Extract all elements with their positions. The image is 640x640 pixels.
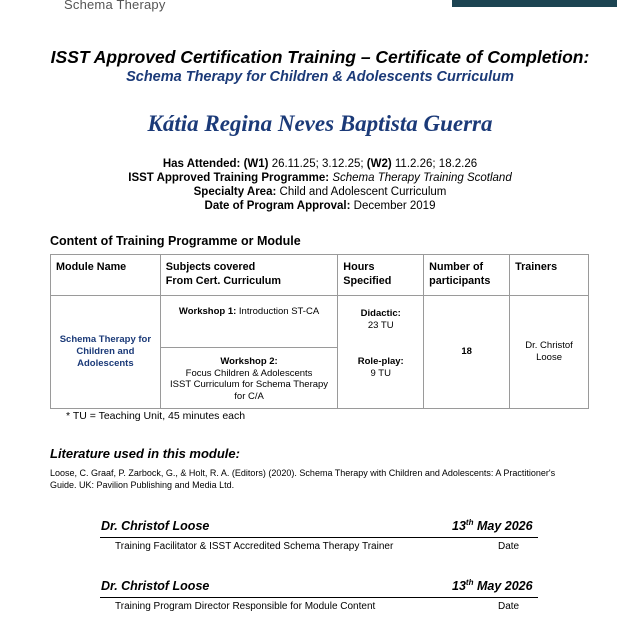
certificate-subtitle: Schema Therapy for Children & Adolescents Curriculum bbox=[126, 69, 514, 85]
approval-line bbox=[0, 199, 640, 214]
workshop-2-label: Workshop 2: bbox=[220, 356, 278, 367]
module-name-line3: Adolescents bbox=[77, 358, 134, 369]
literature-reference: Loose, C. Graaf, P. Zarbock, G., & Holt, R. A. (Editors) (2020). Schema Therapy with Children and Adolescents: A Practitioner's Guide. UK: Pavilion Publishing and Media Ltd. bbox=[50, 468, 556, 490]
table-row bbox=[51, 296, 589, 409]
workshop-2-line2: ISST Curriculum for Schema Therapy bbox=[170, 379, 329, 390]
specialty-label: Specialty Area: bbox=[193, 186, 277, 198]
header-participants-line1: Number of bbox=[429, 261, 484, 273]
approval-label: Date of Program Approval: bbox=[204, 200, 351, 212]
signature-2-role: Training Program Director Responsible for Module Content bbox=[115, 601, 376, 612]
signature-1-day-suffix: th bbox=[465, 518, 474, 527]
header-module-text: Module Name bbox=[56, 261, 127, 273]
workshop-2-block bbox=[161, 348, 338, 408]
literature-title: Literature used in this module: bbox=[50, 446, 240, 461]
w1-dates: 26.11.25; 3.12.25; bbox=[271, 158, 364, 170]
signature-1-date-label: Date bbox=[498, 541, 520, 552]
signature-2-name: Dr. Christof Loose bbox=[101, 579, 210, 593]
didactic-value: 23 TU bbox=[367, 320, 394, 331]
header-module-name bbox=[51, 255, 161, 296]
attended-label: Has Attended: bbox=[162, 158, 241, 170]
trainer-line1: Dr. Christof bbox=[525, 340, 573, 351]
header-trainers bbox=[510, 255, 589, 296]
header-trainers-text: Trainers bbox=[515, 261, 558, 273]
signature-2-month-year: May 2026 bbox=[476, 579, 533, 594]
roleplay-value: 9 TU bbox=[370, 368, 391, 379]
header-participants bbox=[424, 255, 510, 296]
signature-2-date-label: Date bbox=[498, 601, 520, 612]
signature-1-month-year: May 2026 bbox=[476, 519, 533, 534]
didactic-label: Didactic: bbox=[360, 308, 401, 319]
programme-label: ISST Approved Training Programme: bbox=[128, 172, 330, 184]
subjects-cell bbox=[160, 296, 338, 409]
workshop-2-line3: for C/A bbox=[234, 390, 264, 402]
signature-2-day: 13 bbox=[452, 579, 466, 594]
header-subjects-line2: From Cert. Curriculum bbox=[165, 275, 281, 287]
certificate-title: ISST Approved Certification Training – Certificate of Completion: bbox=[50, 47, 590, 67]
signature-2-date bbox=[452, 578, 533, 593]
header-participants-line2: participants bbox=[429, 275, 491, 287]
signature-1-name: Dr. Christof Loose bbox=[101, 519, 210, 533]
workshop-1-label: Workshop 1: bbox=[178, 306, 237, 317]
header-subjects-line1: Subjects covered bbox=[165, 261, 256, 273]
signature-1-day: 13 bbox=[452, 519, 466, 534]
participants-cell bbox=[424, 296, 510, 409]
recipient-name: Kátia Regina Neves Baptista Guerra bbox=[147, 111, 493, 136]
content-section-title: Content of Training Programme or Module bbox=[50, 234, 301, 248]
table-header-row bbox=[51, 255, 589, 296]
w2-label: (W2) bbox=[366, 158, 392, 170]
approval-value: December 2019 bbox=[353, 200, 436, 212]
signature-1-date bbox=[452, 518, 533, 533]
module-name-line2: Children and bbox=[76, 346, 135, 357]
teaching-unit-note: * TU = Teaching Unit, 45 minutes each bbox=[66, 410, 246, 422]
trainer-line2: Loose bbox=[536, 352, 562, 363]
participants-value: 18 bbox=[461, 346, 472, 357]
brand-logo-text: Schema Therapy bbox=[64, 0, 166, 12]
attendance-line bbox=[0, 157, 640, 172]
w1-label: (W1) bbox=[243, 158, 269, 170]
signature-1-role: Training Facilitator & ISST Accredited Schema Therapy Trainer bbox=[115, 541, 394, 552]
signature-1-line bbox=[100, 537, 538, 538]
header-hours-line2: Specified bbox=[343, 275, 392, 287]
programme-line bbox=[0, 171, 640, 186]
roleplay-label: Role-play: bbox=[357, 356, 404, 367]
workshop-1-value: Introduction ST-CA bbox=[238, 306, 320, 317]
module-name-line1: Schema Therapy for bbox=[59, 334, 152, 345]
workshop-1-block bbox=[161, 296, 338, 348]
signature-2-line bbox=[100, 597, 538, 598]
programme-value: Schema Therapy Training Scotland bbox=[332, 172, 512, 184]
header-hours-line1: Hours bbox=[343, 261, 375, 273]
w2-dates: 11.2.26; 18.2.26 bbox=[394, 158, 478, 170]
trainers-cell bbox=[510, 296, 589, 409]
module-table bbox=[50, 254, 589, 409]
hours-cell bbox=[338, 296, 424, 409]
signature-2-day-suffix: th bbox=[465, 578, 474, 587]
module-name-cell bbox=[51, 296, 161, 409]
specialty-line bbox=[0, 185, 640, 200]
specialty-value: Child and Adolescent Curriculum bbox=[279, 186, 447, 198]
header-accent-bar bbox=[452, 0, 617, 7]
header-subjects bbox=[160, 255, 338, 296]
header-hours bbox=[338, 255, 424, 296]
workshop-2-line1: Focus Children & Adolescents bbox=[185, 367, 313, 379]
